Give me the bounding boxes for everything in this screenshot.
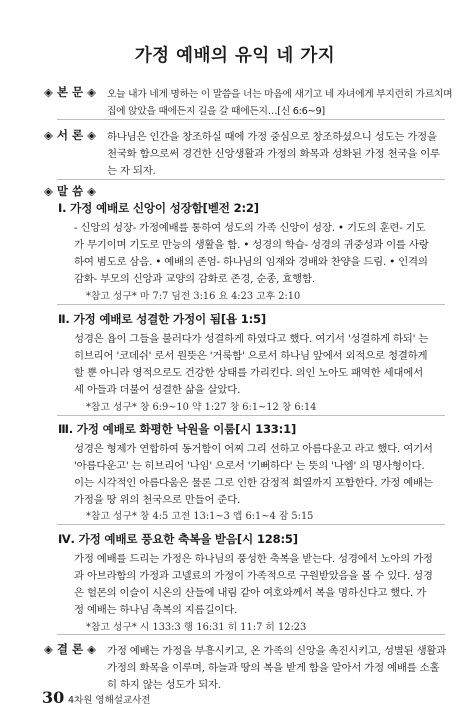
divider <box>57 304 445 305</box>
point-line: 성경은 욥이 그들을 불러다가 성결하게 하였다고 했다. 여기서 '성결하게 하되' 는 <box>74 333 429 345</box>
divider <box>57 634 445 635</box>
divider <box>57 119 445 120</box>
point-line: 세 아들과 더불어 성결한 삶을 살았다. <box>74 384 241 396</box>
scripture-reference: *참고 성구* 마 7:7 딤전 3:16 요 4:23 고후 2:10 <box>86 291 301 302</box>
point-line: 히브리어 '코데쉬' 로서 원뜻은 '거룩함' 으로서 하나님 앞에서 외적으로 청결하게 <box>74 350 428 362</box>
scripture-reference: *참고 성구* 시 133:3 행 16:31 히 11:7 히 12:23 <box>86 622 307 633</box>
page-title: 가정 예배의 유익 네 가지 <box>134 46 336 66</box>
seoron-line: 하나님은 인간을 창조하실 때에 가정 중심으로 창조하셨으니 성도는 가정을 <box>107 131 437 143</box>
point-line: - 신앙의 성장- 가정예배를 통하여 성도의 가족 신앙이 성장. • 기도의 훈련- 기도 <box>74 222 426 234</box>
point-line: '아름다운고' 는 히브리어 '나임' 으로서 '기뻐하다' 는 뜻의 '나엠' 의 명사형이다. <box>74 460 425 472</box>
seoron-line: 천국화 함으로써 경건한 신앙생활과 가정의 화목과 성화된 가정 천국을 이루 <box>107 148 440 160</box>
point-line: 과 아브라함의 가정과 고넬료의 가정이 가족적으로 구원받았음을 볼 수 있다. 성경 <box>74 570 433 582</box>
point-line: 감화- 부모의 신앙과 교양의 감화로 존경, 순종, 효행함. <box>74 273 315 285</box>
gyeolron-line: 가정 예배는 가정을 부흥시키고, 온 가족의 신앙을 촉진시키고, 성별된 생활과 <box>107 645 447 657</box>
malsseum-label: ◈ 말 씀 ◈ <box>44 184 96 198</box>
point-line: 하여 범도로 삼음. • 예배의 존엄- 하나님의 임재와 경배와 찬양을 드림. • 인격의 <box>74 256 428 268</box>
point-line: 가정 예배를 드리는 가정은 하나님의 풍성한 축복을 받는다. 성경에서 노아의 가정 <box>74 553 433 565</box>
bonmun-line: 집에 앉았을 때에든지 길을 갈 때에든지…[신 6:6~9] <box>107 106 325 117</box>
scripture-reference: *참고 성구* 창 6:9~10 약 1:27 창 6:1~12 창 6:14 <box>86 402 317 413</box>
gyeolron-line: 히 하지 않는 성도가 되자. <box>107 679 221 691</box>
point-line: 가정을 땅 위의 천국으로 만들어 준다. <box>74 494 241 506</box>
point-line: 은 헐몬의 이슬이 시온의 산들에 내림 같아 여호와께서 복을 명하신다고 했다. 가 <box>74 587 427 599</box>
page-number: 30 <box>42 688 65 707</box>
point-heading: Ⅰ. 가정 예배로 신앙이 성장함[벧전 2:2] <box>58 201 259 215</box>
point-line: 가 무기이며 기도로 만능의 생활을 함. • 성경의 학습- 성경의 귀중성과 이를 사랑 <box>74 239 429 251</box>
seoron-label: ◈ 서 론 ◈ <box>44 128 96 142</box>
bonmun-line: 오늘 내가 네게 명하는 이 말씀을 너는 마음에 새기고 네 자녀에게 부지런히 가르치며 <box>107 89 453 100</box>
point-line: 정 예배는 하나님 축복의 지름길이다. <box>74 604 238 616</box>
point-line: 이는 시각적인 아름다움은 물론 그로 인한 감정적 희열까지 포함한다. 가정 예배는 <box>74 477 433 489</box>
divider <box>57 524 445 525</box>
gyeolron-line: 가정의 화목을 이루며, 하늘과 땅의 복을 받게 함을 알아서 가정 예배를 소홀 <box>107 662 440 674</box>
book-title: 4차원 영해설교사전 <box>68 695 151 706</box>
point-heading: Ⅳ. 가정 예배로 풍요한 축복을 받음[시 128:5] <box>58 532 298 546</box>
divider <box>57 415 445 416</box>
seoron-line: 는 자 되자. <box>107 165 156 177</box>
point-heading: Ⅱ. 가정 예배로 성결한 가정이 됨[욥 1:5] <box>58 312 267 326</box>
bonmun-label: ◈ 본 문 ◈ <box>44 85 96 99</box>
scripture-reference: *참고 성구* 창 4:5 고전 13:1~3 엡 6:1~4 잠 5:15 <box>86 511 314 522</box>
divider <box>57 179 445 180</box>
point-heading: Ⅲ. 가정 예배로 화평한 낙원을 이룸[시 133:1] <box>58 422 297 436</box>
gyeolron-label: ◈ 결 론 ◈ <box>44 642 96 656</box>
point-line: 할 뿐 아니라 영적으로도 건강한 상태를 가리킨다. 의인 노아도 패역한 세대에서 <box>74 367 423 379</box>
point-line: 성경은 형제가 연합하여 동거함이 어찌 그리 선하고 아름다운고 라고 했다. 여기서 <box>74 443 433 455</box>
